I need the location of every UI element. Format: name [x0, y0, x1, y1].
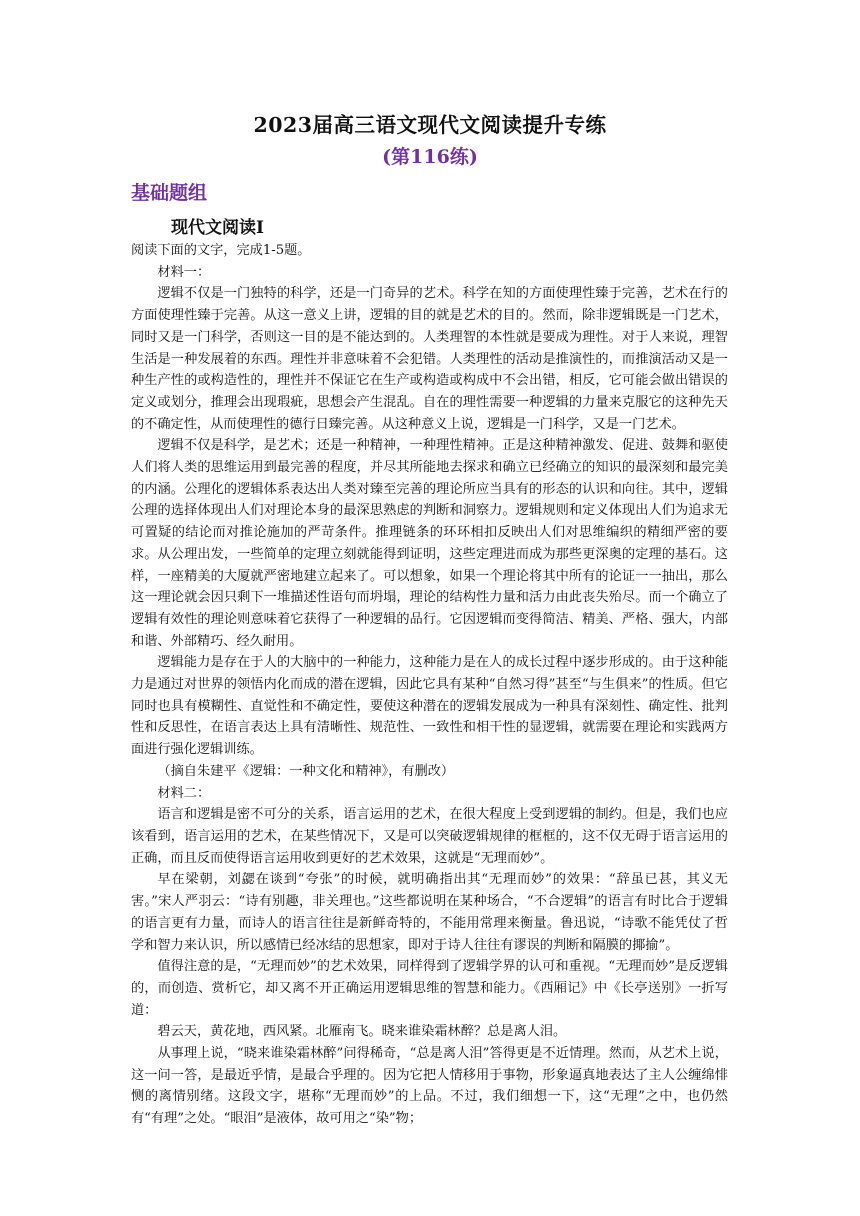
instruction: 阅读下面的文字，完成1-5题。: [131, 243, 311, 258]
section-heading: 现代文阅读Ⅰ: [171, 218, 264, 238]
paragraph: 早在梁朝，刘勰在谈到“夸张”的时候，就明确指出其“无理而妙”的效果：“辞虽已甚，其义无害。”宋人严羽云：“诗有别趣，非关理也。”这些都说明在某种场合，“不合逻辑”的语言有时比合于逻辑的语言更有力量，而诗人的语言往往是新鲜奇特的，不能用常理来衡量。鲁迅说，“诗歌不能凭仗了哲学和智力来认识，所以感情已经冰结的思想家，即对于诗人往往有谬误的判断和隔膜的揶揄”。: [131, 872, 728, 953]
paragraph: 语言和逻辑是密不可分的关系，语言运用的艺术，在很大程度上受到逻辑的制约。但是，我们也应该看到，语言运用的艺术，在某些情况下，又是可以突破逻辑规律的框框的，这不仅无碍于语言运用的正确，而且反而使得语言运用收到更好的艺术效果，这就是“无理而妙”。: [131, 807, 728, 866]
paragraph: 逻辑能力是存在于人的大脑中的一种能力，这种能力是在人的成长过程中逐步形成的。由于这种能力是通过对世界的领悟内化而成的潜在逻辑，因此它具有某种“自然习得”甚至“与生俱来”的性质。但它同时也具有模糊性、直觉性和不确定性，要使这种潜在的逻辑发展成为一种具有深刻性、确定性、批判性和反思性，在语言表达上具有清晰性、规范性、一致性和相干性的显逻辑，就需要在理论和实践两方面进行强化逻辑训练。: [131, 655, 728, 758]
paragraph: 值得注意的是，“无理而妙”的艺术效果，同样得到了逻辑学界的认可和重视。“无理而妙”是反逻辑的，而创造、赏析它，却又离不开正确运用逻辑思维的智慧和能力。《西厢记》中《长亭送别》一折写道：: [131, 959, 728, 1018]
group-heading: 基础题组: [131, 182, 208, 204]
source-citation: （摘自朱建平《逻辑：一种文化和精神》，有删改）: [157, 763, 455, 779]
practice-number: (第116练): [382, 146, 478, 168]
page-title: 2023届高三语文现代文阅读提升专练: [253, 113, 607, 137]
article-body: [131, 240, 728, 1130]
material-two-label: 材料二：: [157, 785, 211, 801]
quoted-verse: 碧云天，黄花地，西风紧。北雁南飞。晓来谁染霜林醉？总是离人泪。: [157, 1024, 567, 1040]
material-one-label: 材料一：: [157, 264, 211, 280]
paragraph: 逻辑不仅是科学，是艺术；还是一种精神，一种理性精神。正是这种精神激发、促进、鼓舞和驱使人们将人类的思维运用到最完善的程度，并尽其所能地去探求和确立已经确立的知识的最深刻和最完美的内涵。公理化的逻辑体系表达出人类对臻至完善的理论所应当具有的形态的认识和向往。其中，逻辑公理的选择体现出人们对理论本身的最深思熟虑的判断和洞察力。逻辑规则和定义体现出人们为追求无可置疑的结论而对推论施加的严苛条件。推理链条的环环相扣反映出人们对思维编织的精细严密的要求。从公理出发，一些简单的定理立刻就能得到证明，这些定理进而成为那些更深奥的定理的基石。这样，一座精美的大厦就严密地建立起来了。可以想象，如果一个理论将其中所有的论证一一抽出，那么这一理论就会因只剩下一堆描述性语句而坍塌，理论的结构性力量和活力由此丧失殆尽。而一个确立了逻辑有效性的理论则意味着它获得了一种逻辑的品行。它因逻辑而变得简洁、精美、严格、强大，内部和谐、外部精巧、经久耐用。: [131, 438, 728, 649]
paragraph: 从事理上说，“晓来谁染霜林醉”问得稀奇，“总是离人泪”答得更是不近情理。然而，从艺术上说，这一问一答，是最近乎情，是最合乎理的。因为它把人情移用于事物，形象逼真地表达了主人公缠绵悱恻的离情别绪。这段文字，堪称“无理而妙”的上品。不过，我们细想一下，这“无理”之中，也仍然有“有理”之处。“眼泪”是液体，故可用之“染”物；: [131, 1046, 728, 1127]
paragraph: 逻辑不仅是一门独特的科学，还是一门奇异的艺术。科学在知的方面使理性臻于完善，艺术在行的方面使理性臻于完善。从这一意义上讲，逻辑的目的就是艺术的目的。然而，除非逻辑既是一门艺术，同时又是一门科学，否则这一目的是不能达到的。人类理智的本性就是要成为理性。对于人来说，理智生活是一种发展着的东西。理性并非意味着不会犯错。人类理性的活动是推演性的，而推演活动又是一种生产性的或构造性的，理性并不保证它在生产或构造或构成中不会出错，相反，它可能会做出错误的定义或划分，推理会出现瑕疵，思想会产生混乱。自在的理性需要一种逻辑的力量来克服它的这种先天的不确定性，从而使理性的德行日臻完善。从这种意义上说，逻辑是一门科学，又是一门艺术。: [131, 286, 728, 432]
